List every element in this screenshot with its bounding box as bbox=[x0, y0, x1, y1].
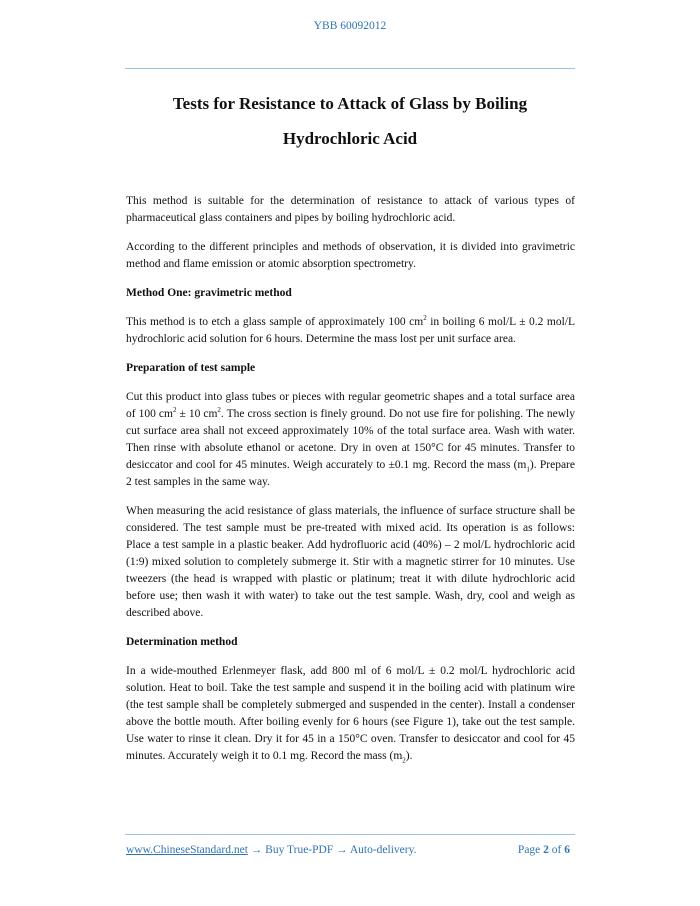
text-run: According to the different principles and methods of observation, it is divided into gravimetric method and flame emission or atomic absorption spectrometry. bbox=[126, 241, 575, 270]
text-run: Determination method bbox=[126, 636, 238, 648]
header-code: YBB 60092012 bbox=[313, 20, 387, 32]
text-run: This method is suitable for the determination of resistance to attack of various types of pharmaceutical glass containers and pipes by boiling hydrochloric acid. bbox=[126, 195, 575, 224]
website-link[interactable]: www.ChineseStandard.net bbox=[126, 844, 248, 856]
text-run: ± 10 cm bbox=[176, 408, 218, 420]
section-heading bbox=[126, 634, 575, 651]
footer bbox=[126, 844, 570, 856]
text-run: In a wide-mouthed Erlenmeyer flask, add 800 ml of 6 mol/L ± 0.2 mol/L hydrochloric acid solution. Heat to boil. Take the test sample and suspend it in the boiling acid with platinum wire (the test sample shall be completely submerged and suspended in the center). Install a condenser above the bottle mouth. After boiling evenly for 6 hours (see Figure 1), take out the test sample. Use water to rinse it clean. Dry it for 45 in a 150°C oven. Transfer to desiccator and cool for 45 minutes. Accurately weigh it to 0.1 mg. Record the mass (m bbox=[126, 665, 575, 762]
text-run: in boiling 6 mol/L ± 0.2 mol/L hydrochloric acid solution for 6 hours. Determine the mass lost per unit surface area. bbox=[126, 316, 575, 345]
text-run: When measuring the acid resistance of glass materials, the influence of surface structure shall be considered. The test sample must be pre-treated with mixed acid. Its operation is as follows: Place a test sample in a plastic beaker. Add hydrofluoric acid (40%) – 2 mol/L hydrochloric acid (1:9) mixed solution to completely submerge it. Stir with a magnetic stirrer for 10 minutes. Use tweezers (the head is wrapped with plastic or platinum; treat it with dilute hydrochloric acid before use; then wash it with water) to take out the test sample. Wash, dry, cool and weigh as described above. bbox=[126, 505, 575, 619]
paragraph bbox=[126, 663, 575, 765]
document-body bbox=[126, 193, 575, 777]
text-run: 2 bbox=[217, 406, 221, 415]
section-heading bbox=[126, 285, 575, 302]
paragraph bbox=[126, 503, 575, 622]
text-run: 1 bbox=[526, 465, 530, 474]
text-run: ). bbox=[405, 750, 413, 762]
text-run: Preparation of test sample bbox=[126, 362, 256, 374]
text-run: Method One: gravimetric method bbox=[126, 287, 292, 299]
page-indicator bbox=[518, 844, 570, 856]
header-divider bbox=[125, 68, 575, 69]
text-run: Cut this product into glass tubes or pieces with regular geometric shapes and a total surface area of 100 cm bbox=[126, 391, 575, 420]
paragraph bbox=[126, 193, 575, 227]
page-total: 6 bbox=[564, 844, 570, 856]
document-title-line2: Hydrochloric Acid bbox=[282, 129, 418, 148]
paragraph bbox=[126, 389, 575, 491]
page-label: Page bbox=[517, 844, 541, 856]
paragraph bbox=[126, 239, 575, 273]
text-run: 2 bbox=[402, 756, 406, 765]
text-run: ). Prepare 2 test samples in the same way. bbox=[126, 459, 575, 488]
footer-promo: → Buy True-PDF → Auto-delivery. bbox=[247, 844, 417, 856]
section-heading bbox=[126, 360, 575, 377]
paragraph bbox=[126, 314, 575, 348]
text-run: 2 bbox=[423, 314, 427, 323]
footer-text bbox=[126, 844, 416, 856]
text-run: . The cross section is finely ground. Do not use fire for polishing. The newly cut surface area shall not exceed approximately 10% of the total surface area. Wash with water. Then rinse with absolute ethanol or acetone. Dry in oven at 150°C for 45 minutes. Transfer to desiccator and cool for 45 minutes. Weigh accurately to ±0.1 mg. Record the mass (m bbox=[126, 408, 575, 471]
text-run: This method is to etch a glass sample of approximately 100 cm bbox=[126, 316, 424, 328]
text-run: 2 bbox=[172, 406, 177, 415]
document-title-line1: Tests for Resistance to Attack of Glass by Boiling bbox=[172, 94, 528, 113]
of-label: of bbox=[551, 844, 562, 856]
footer-divider bbox=[125, 834, 575, 835]
page-number: 2 bbox=[543, 844, 549, 856]
